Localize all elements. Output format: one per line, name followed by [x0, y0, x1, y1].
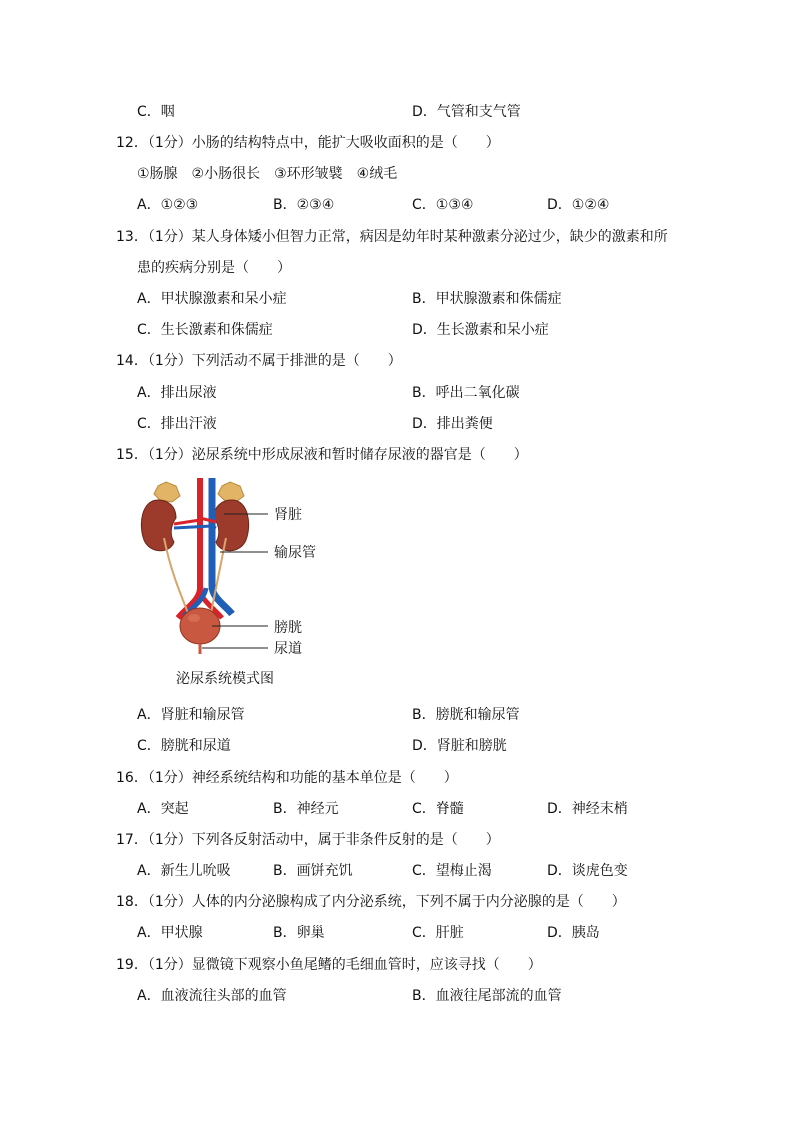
question-19-stem: 19．（1分）显微镜下观察小鱼尾鳍的毛细血管时，应该寻找（ ） — [116, 957, 542, 973]
q12-option-c: C．①③④ — [412, 197, 474, 213]
q14-option-d: D．排出粪便 — [412, 416, 493, 432]
left-renal-vein — [174, 526, 212, 528]
right-adrenal-gland — [218, 482, 244, 502]
question-16-stem: 16．（1分）神经系统结构和功能的基本单位是（ ） — [116, 770, 458, 786]
q11-option-c: C．咽 — [137, 104, 175, 120]
question-12-stem: 12．（1分）小肠的结构特点中，能扩大吸收面积的是（ ） — [116, 135, 500, 151]
question-17-stem: 17．（1分）下列各反射活动中，属于非条件反射的是（ ） — [116, 832, 500, 848]
q18-option-d: D．胰岛 — [547, 925, 600, 941]
q16-option-d: D．神经末梢 — [547, 801, 628, 817]
q17-option-b: B．画饼充饥 — [273, 863, 353, 879]
left-adrenal-gland — [154, 482, 180, 502]
q13-option-a: A．甲状腺激素和呆小症 — [137, 291, 287, 307]
q15-option-d: D．肾脏和膀胱 — [412, 738, 507, 754]
q15-option-b: B．膀胱和输尿管 — [412, 707, 520, 723]
question-15-stem: 15．（1分）泌尿系统中形成尿液和暂时储存尿液的器官是（ ） — [116, 447, 528, 463]
q18-option-a: A．甲状腺 — [137, 925, 203, 941]
q12-option-d: D．①②④ — [547, 197, 610, 213]
left-kidney — [141, 500, 176, 551]
question-12-items: ①肠腺 ②小肠很长 ③环形皱襞 ④绒毛 — [137, 166, 398, 182]
label-bladder: 膀胱 — [274, 620, 302, 636]
q16-option-b: B．神经元 — [273, 801, 339, 817]
q18-option-b: B．卵巢 — [273, 925, 325, 941]
left-ureter — [164, 538, 190, 618]
q14-option-a: A．排出尿液 — [137, 385, 217, 401]
question-14-stem: 14．（1分）下列活动不属于排泄的是（ ） — [116, 353, 402, 369]
bladder-highlight — [188, 614, 200, 622]
q16-option-c: C．脊髓 — [412, 801, 464, 817]
label-urethra: 尿道 — [274, 641, 302, 657]
q18-option-c: C．肝脏 — [412, 925, 464, 941]
question-13-stem-line1: 13．（1分）某人身体矮小但智力正常，病因是幼年时某种激素分泌过少，缺少的激素和所 — [116, 229, 668, 245]
question-18-stem: 18．（1分）人体的内分泌腺构成了内分泌系统，下列不属于内分泌腺的是（ ） — [116, 894, 626, 910]
q13-option-c: C．生长激素和侏儒症 — [137, 322, 273, 338]
q17-option-c: C．望梅止渴 — [412, 863, 492, 879]
q12-option-a: A．①②③ — [137, 197, 199, 213]
q15-option-a: A．肾脏和输尿管 — [137, 707, 245, 723]
q15-option-c: C．膀胱和尿道 — [137, 738, 231, 754]
figure-caption: 泌尿系统模式图 — [176, 671, 274, 687]
question-13-stem-line2: 患的疾病分别是（ ） — [137, 260, 291, 276]
q19-option-b: B．血液往尾部流的血管 — [412, 988, 562, 1004]
right-renal-vein — [212, 526, 216, 528]
q19-option-a: A．血液流往头部的血管 — [137, 988, 287, 1004]
q12-option-b: B．②③④ — [273, 197, 335, 213]
q17-option-d: D．谈虎色变 — [547, 863, 628, 879]
q13-option-b: B．甲状腺激素和侏儒症 — [412, 291, 562, 307]
label-ureter: 输尿管 — [274, 545, 316, 561]
left-renal-artery — [174, 520, 200, 524]
q13-option-d: D．生长激素和呆小症 — [412, 322, 549, 338]
q11-option-d: D．气管和支气管 — [412, 104, 521, 120]
label-kidney: 肾脏 — [274, 507, 302, 523]
q17-option-a: A．新生儿吮吸 — [137, 863, 231, 879]
q14-option-b: B．呼出二氧化碳 — [412, 385, 520, 401]
q14-option-c: C．排出汗液 — [137, 416, 217, 432]
right-kidney — [214, 500, 249, 551]
q16-option-a: A．突起 — [137, 801, 189, 817]
